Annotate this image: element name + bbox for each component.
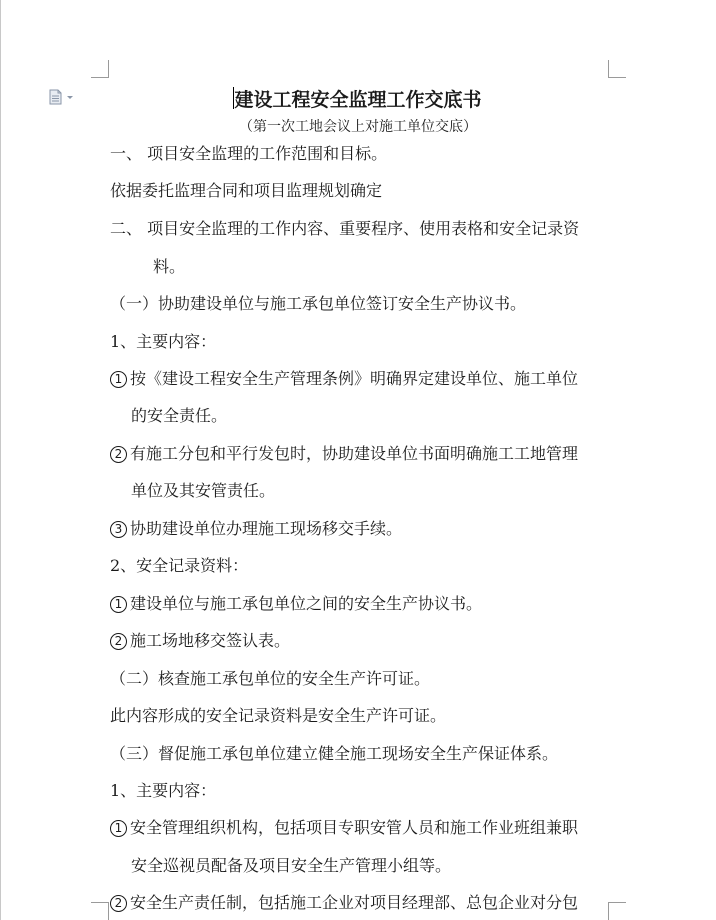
body-line-text: 安全巡视员配备及项目安全生产管理小组等。 xyxy=(131,856,452,875)
body-line-text: 2、安全记录资料： xyxy=(110,556,249,575)
body-line-text: 1、主要内容： xyxy=(110,781,217,800)
body-line-text: 的安全责任。 xyxy=(131,406,228,425)
body-line-text: 按《建设工程安全生产管理条例》明确界定建设单位、施工单位 xyxy=(130,369,579,388)
body-line xyxy=(110,444,578,464)
body-line xyxy=(110,181,382,201)
circled-number-marker: 1 xyxy=(110,596,127,613)
body-line xyxy=(131,481,275,501)
body-line-text: 依据委托监理合同和项目监理规划确定 xyxy=(110,181,383,200)
document-title: 建设工程安全监理工作交底书 xyxy=(234,89,482,111)
body-line xyxy=(110,669,430,689)
circled-number-marker: 1 xyxy=(110,371,127,388)
circled-number-marker: 1 xyxy=(110,820,127,837)
body-line xyxy=(110,144,387,164)
crop-mark-bottom-right xyxy=(608,902,626,920)
body-line xyxy=(110,369,578,389)
body-line-text: 安全管理组织机构，包括项目专职安管人员和施工作业班组兼职 xyxy=(130,818,579,837)
body-line-text: 建设单位与施工承包单位之间的安全生产协议书。 xyxy=(130,594,483,613)
crop-mark-bottom-left xyxy=(91,902,109,920)
page-left-edge xyxy=(0,0,1,920)
circled-number-marker: 2 xyxy=(110,895,127,912)
body-line xyxy=(131,406,227,426)
body-line-text: 料。 xyxy=(153,257,186,276)
body-line-text: 此内容形成的安全记录资料是安全生产许可证。 xyxy=(110,706,447,725)
body-line-text: （三）督促施工承包单位建立健全施工现场安全生产保证体系。 xyxy=(110,744,559,763)
body-line xyxy=(110,818,578,838)
body-line xyxy=(131,856,451,876)
crop-mark-top-left xyxy=(91,60,109,78)
circled-number-marker: 2 xyxy=(110,633,127,650)
body-line-text: 1、主要内容： xyxy=(110,332,217,351)
body-line-text: 施工场地移交签认表。 xyxy=(130,631,291,650)
body-line-text: 有施工分包和平行发包时，协助建设单位书面明确施工工地管理 xyxy=(130,444,579,463)
document-subtitle: （第一次工地会议上对施工单位交底） xyxy=(239,119,477,135)
circled-number-marker: 3 xyxy=(110,521,127,538)
body-line xyxy=(110,706,446,726)
body-line xyxy=(110,556,248,576)
body-line xyxy=(110,893,578,913)
body-line xyxy=(153,257,185,277)
circled-number-marker: 2 xyxy=(110,446,127,463)
body-line-text: 单位及其安管责任。 xyxy=(131,481,276,500)
body-line-text: 安全生产责任制，包括施工企业对项目经理部、总包企业对分包 xyxy=(130,893,579,912)
body-line xyxy=(110,594,482,614)
crop-mark-top-right xyxy=(608,60,626,78)
body-line xyxy=(110,219,579,239)
body-line xyxy=(110,332,216,352)
text-cursor xyxy=(233,87,234,109)
body-line-text: 一、 项目安全监理的工作范围和目标。 xyxy=(110,144,388,163)
body-line-text: （二）核查施工承包单位的安全生产许可证。 xyxy=(110,669,431,688)
body-line-text: 二、 项目安全监理的工作内容、重要程序、使用表格和安全记录资 xyxy=(110,219,580,238)
body-line xyxy=(110,781,216,801)
body-line-text: （一）协助建设单位与施工承包单位签订安全生产协议书。 xyxy=(110,294,527,313)
body-line xyxy=(110,744,558,764)
body-line xyxy=(110,631,290,651)
body-line-text: 协助建设单位办理施工现场移交手续。 xyxy=(130,519,403,538)
body-line xyxy=(110,294,526,314)
body-line xyxy=(110,519,402,539)
